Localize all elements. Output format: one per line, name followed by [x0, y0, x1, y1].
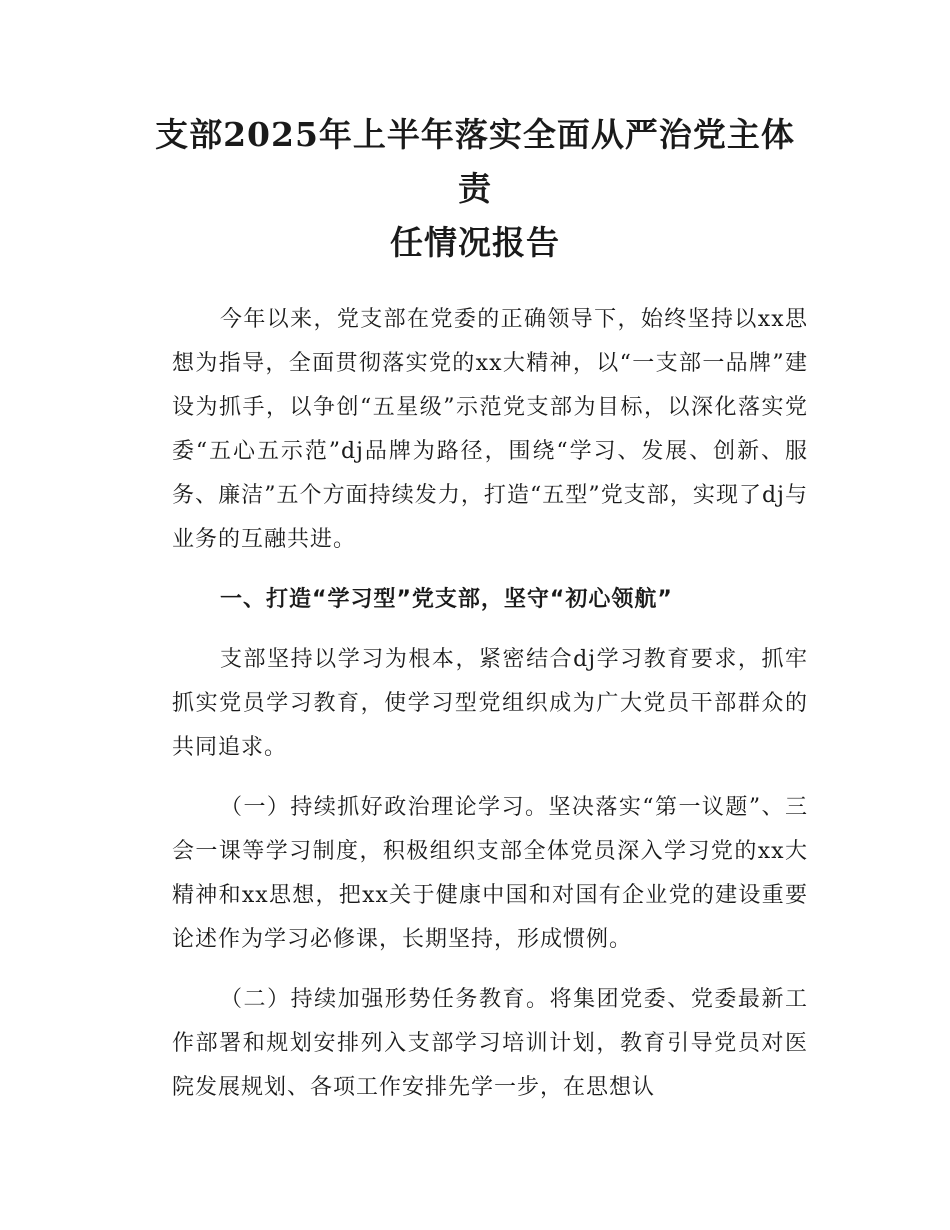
section-1-intro-paragraph: 支部坚持以学习为根本，紧密结合dj学习教育要求，抓牢抓实党员学习教育，使学习型党组织成为广大党员干部群众的共同追求。	[172, 647, 808, 760]
section-1-heading: 一、打造“学习型”党支部，坚守“初心领航”	[220, 587, 673, 612]
title-line-1: 支部2025年上半年落实全面从严治党主体责	[155, 115, 795, 208]
page-title	[140, 108, 810, 270]
document-body	[172, 298, 808, 1126]
item-1-paragraph: （一）持续抓好政治理论学习。坚决落实“第一议题”、三会一课等学习制度，积极组织支部全体党员深入学习党的xx大精神和xx思想，把xx关于健康中国和对国有企业党的建设重要论述作为学习必修课，长期坚持，形成惯例。	[172, 795, 808, 952]
item-2-paragraph: （二）持续加强形势任务教育。将集团党委、党委最新工作部署和规划安排列入支部学习培训计划，教育引导党员对医院发展规划、各项工作安排先学一步，在思想认	[172, 987, 808, 1100]
title-line-2: 任情况报告	[390, 223, 560, 262]
intro-paragraph: 今年以来，党支部在党委的正确领导下，始终坚持以xx思想为指导，全面贯彻落实党的xx大精神，以“一支部一品牌”建设为抓手，以争创“五星级”示范党支部为目标，以深化落实党委“五心五示范”dj品牌为路径，围绕“学习、发展、创新、服务、廉洁”五个方面持续发力，打造“五型”党支部，实现了dj与业务的互融共进。	[172, 307, 808, 552]
